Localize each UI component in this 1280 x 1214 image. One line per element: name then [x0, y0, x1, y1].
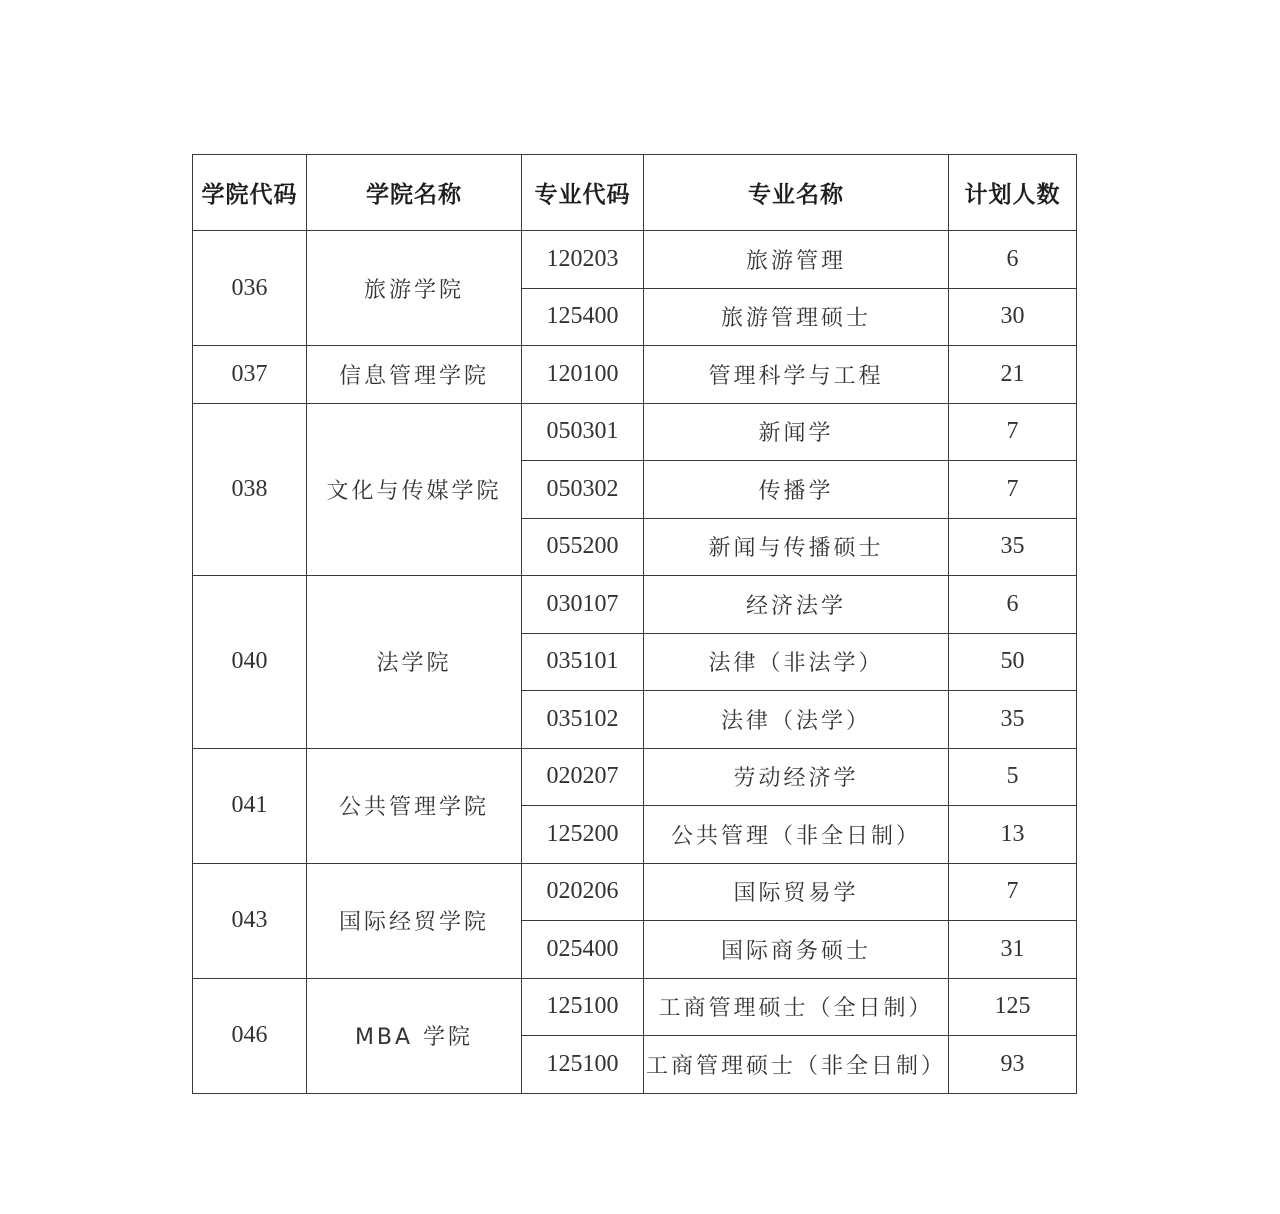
major-name-cell: 劳动经济学 [644, 748, 949, 806]
plan-count-cell: 5 [949, 748, 1077, 806]
header-college-code: 学院代码 [193, 155, 307, 231]
plan-count-cell: 35 [949, 518, 1077, 576]
plan-count-cell: 6 [949, 231, 1077, 289]
major-name-cell: 工商管理硕士（非全日制） [644, 1036, 949, 1094]
major-name-cell: 新闻与传播硕士 [644, 518, 949, 576]
college-code-cell: 038 [193, 403, 307, 576]
major-code-cell: 030107 [522, 576, 644, 634]
major-name-cell: 公共管理（非全日制） [644, 806, 949, 864]
header-row [193, 155, 1077, 231]
plan-count-cell: 31 [949, 921, 1077, 979]
plan-count-cell: 13 [949, 806, 1077, 864]
table-row [193, 978, 1077, 1036]
table-row [193, 748, 1077, 806]
enrollment-plan-table [192, 154, 1077, 1094]
college-code-cell: 046 [193, 978, 307, 1093]
major-code-cell: 125400 [522, 288, 644, 346]
college-name-cell: 国际经贸学院 [307, 863, 522, 978]
major-name-cell: 工商管理硕士（全日制） [644, 978, 949, 1036]
college-code-cell: 040 [193, 576, 307, 749]
header-major-name: 专业名称 [644, 155, 949, 231]
table-row [193, 403, 1077, 461]
header-major-code: 专业代码 [522, 155, 644, 231]
major-code-cell: 025400 [522, 921, 644, 979]
college-name-cell: 旅游学院 [307, 231, 522, 346]
major-name-cell: 旅游管理硕士 [644, 288, 949, 346]
plan-count-cell: 7 [949, 461, 1077, 519]
major-code-cell: 120203 [522, 231, 644, 289]
major-name-cell: 管理科学与工程 [644, 346, 949, 404]
plan-count-cell: 6 [949, 576, 1077, 634]
major-code-cell: 125200 [522, 806, 644, 864]
table-row [193, 863, 1077, 921]
plan-count-cell: 35 [949, 691, 1077, 749]
table-row [193, 576, 1077, 634]
major-code-cell: 020207 [522, 748, 644, 806]
major-code-cell: 125100 [522, 978, 644, 1036]
plan-count-cell: 7 [949, 863, 1077, 921]
major-name-cell: 旅游管理 [644, 231, 949, 289]
plan-count-cell: 30 [949, 288, 1077, 346]
college-code-cell: 043 [193, 863, 307, 978]
college-name-cell: MBA 学院 [307, 978, 522, 1093]
plan-count-cell: 21 [949, 346, 1077, 404]
major-name-cell: 法律（非法学） [644, 633, 949, 691]
major-name-cell: 国际商务硕士 [644, 921, 949, 979]
header-plan-count: 计划人数 [949, 155, 1077, 231]
major-code-cell: 035101 [522, 633, 644, 691]
major-name-cell: 经济法学 [644, 576, 949, 634]
college-name-cell: 法学院 [307, 576, 522, 749]
major-code-cell: 120100 [522, 346, 644, 404]
plan-count-cell: 50 [949, 633, 1077, 691]
major-name-cell: 法律（法学） [644, 691, 949, 749]
plan-count-cell: 125 [949, 978, 1077, 1036]
table-row [193, 346, 1077, 404]
major-name-cell: 传播学 [644, 461, 949, 519]
major-name-cell: 新闻学 [644, 403, 949, 461]
college-name-cell: 信息管理学院 [307, 346, 522, 404]
college-name-cell: 公共管理学院 [307, 748, 522, 863]
major-code-cell: 050302 [522, 461, 644, 519]
header-college-name: 学院名称 [307, 155, 522, 231]
college-code-cell: 041 [193, 748, 307, 863]
major-code-cell: 055200 [522, 518, 644, 576]
college-code-cell: 037 [193, 346, 307, 404]
major-code-cell: 035102 [522, 691, 644, 749]
table-body [193, 231, 1077, 1094]
college-code-cell: 036 [193, 231, 307, 346]
major-code-cell: 050301 [522, 403, 644, 461]
major-code-cell: 020206 [522, 863, 644, 921]
table-row [193, 231, 1077, 289]
college-name-cell: 文化与传媒学院 [307, 403, 522, 576]
plan-count-cell: 7 [949, 403, 1077, 461]
major-name-cell: 国际贸易学 [644, 863, 949, 921]
plan-count-cell: 93 [949, 1036, 1077, 1094]
major-code-cell: 125100 [522, 1036, 644, 1094]
